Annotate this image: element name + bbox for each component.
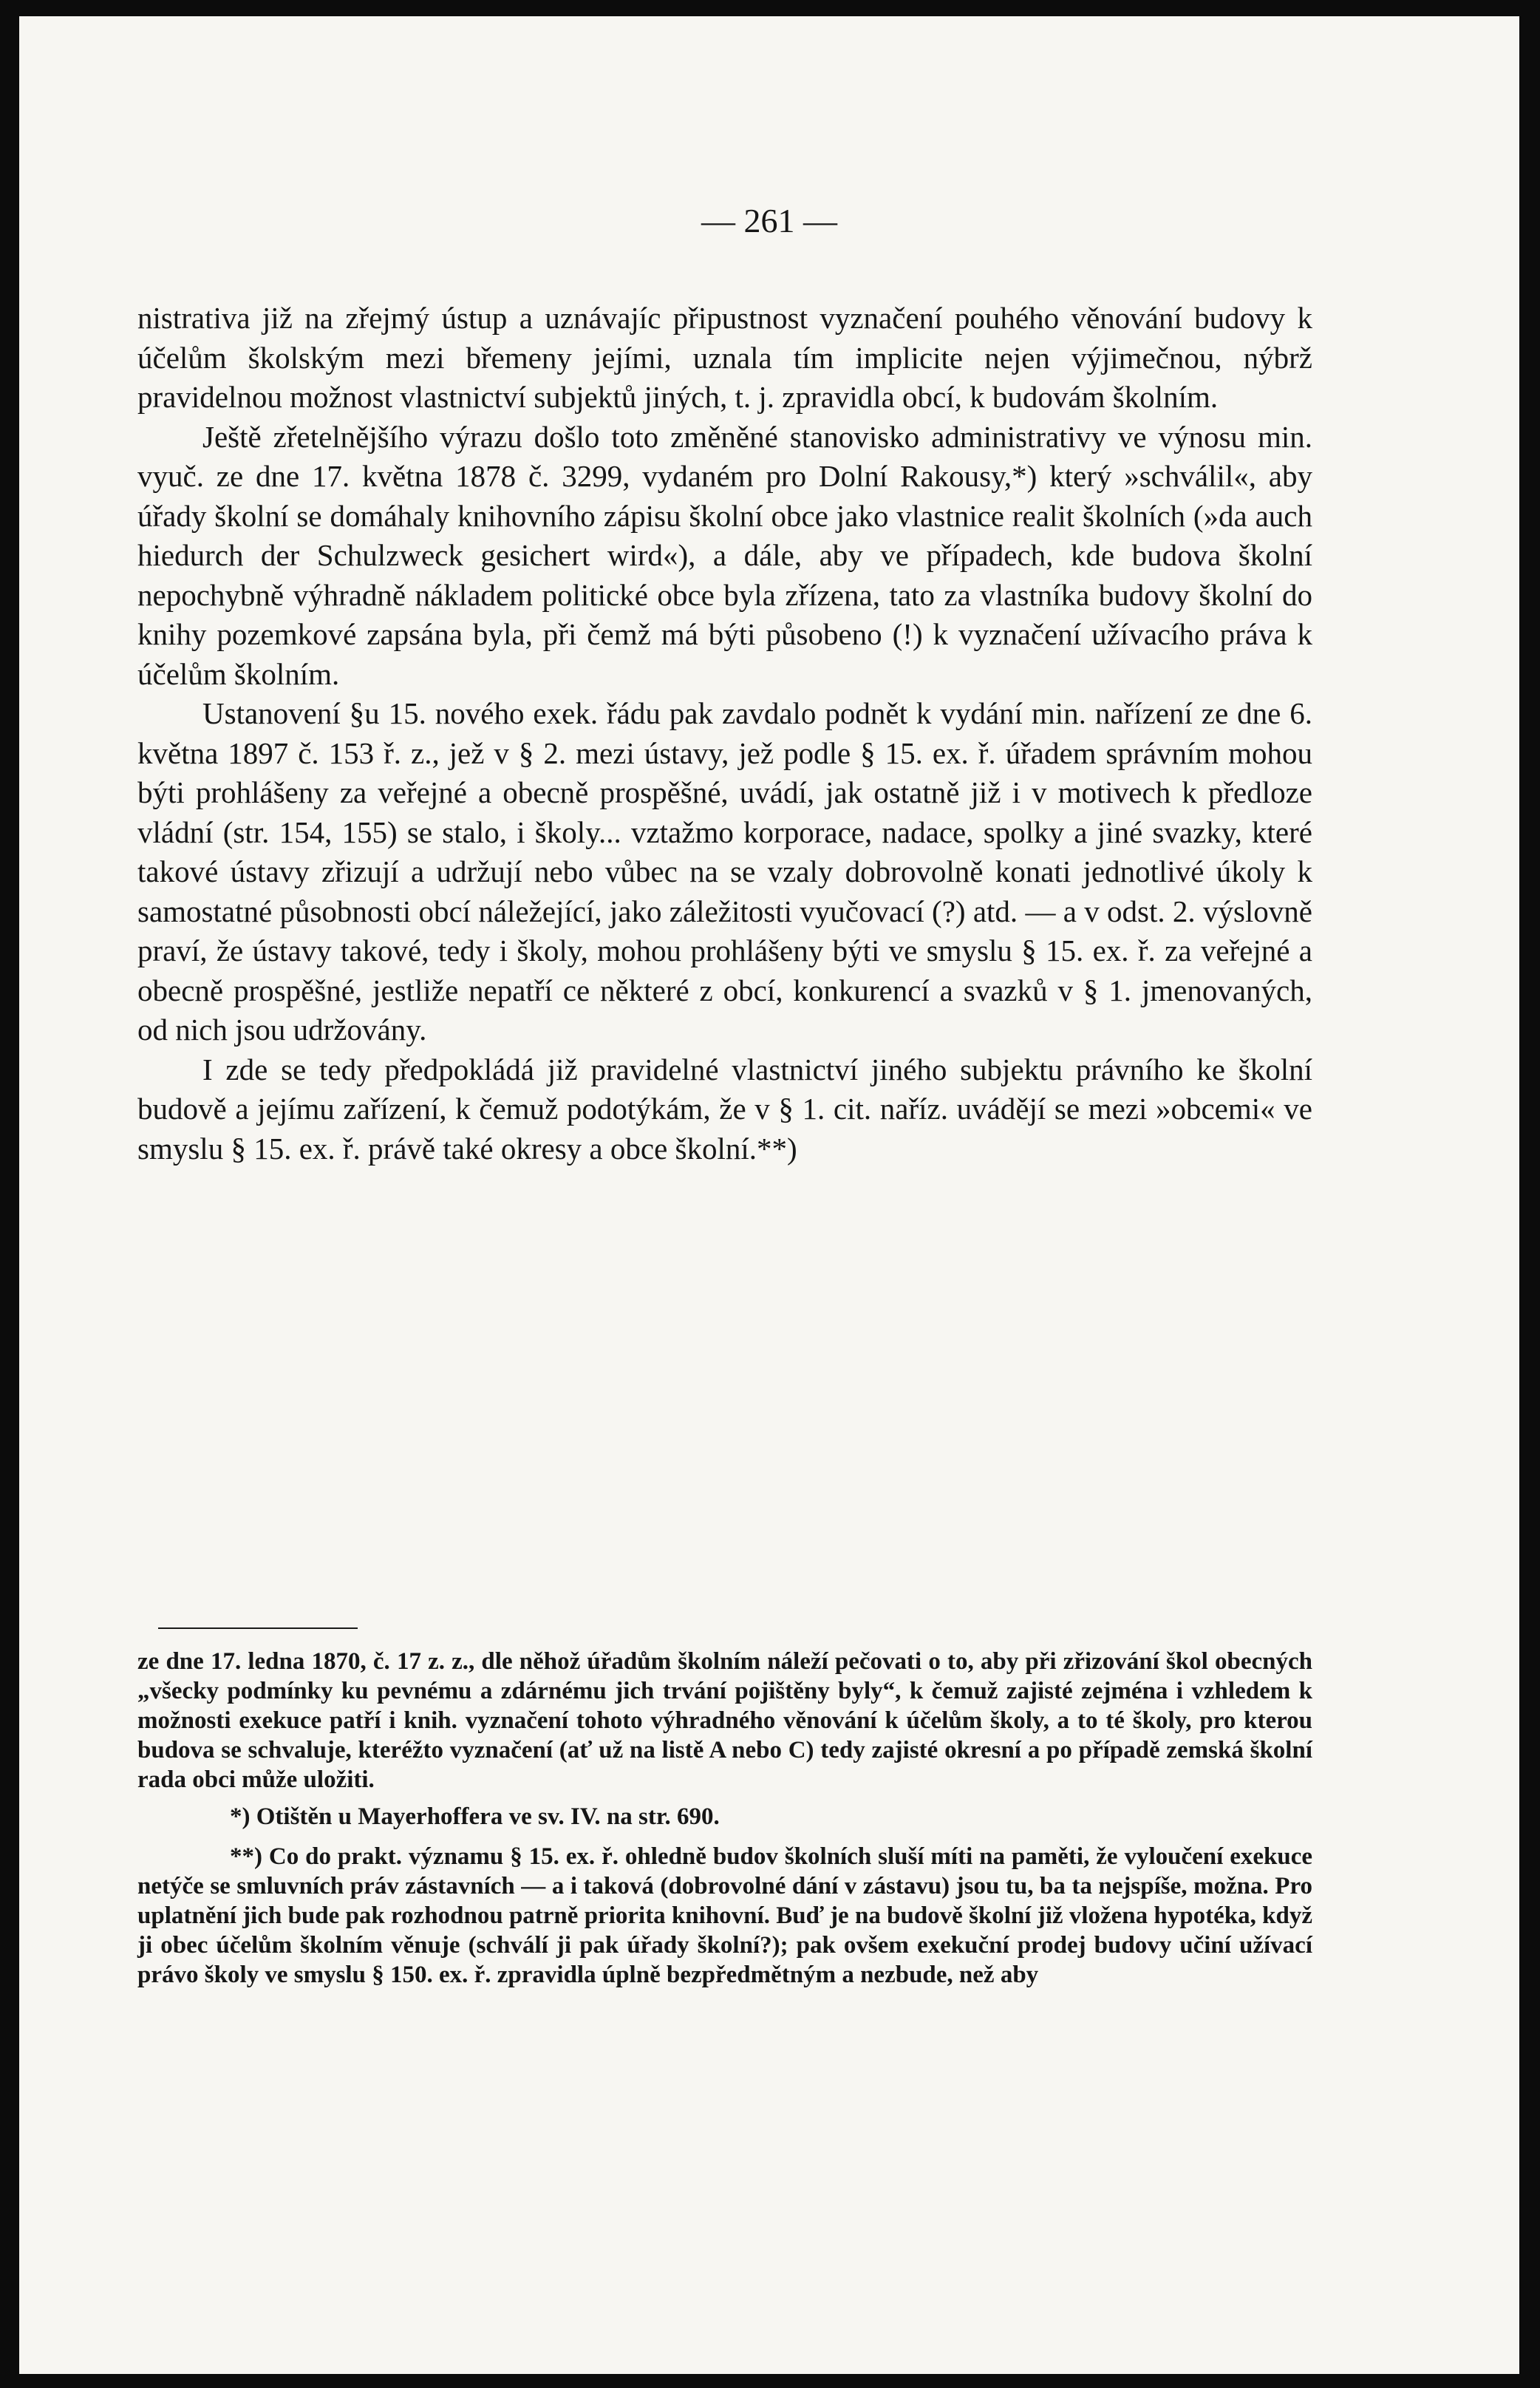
footnotes — [137, 1647, 1312, 1990]
paragraph-3: Ustanovení §u 15. nového exek. řádu pak zavdalo podnět k vydání min. nařízení ze dne 6. května 1897 č. 153 ř. z., jež v § 2. mezi ústavy, jež podle § 15. ex. ř. úřadem správním mohou býti prohlášeny za veřejné a obecně prospěšné, uvádí, jak ostatně již i v motivech k předloze vládní (str. 154, 155) se stalo, i školy... vztažmo korporace, nadace, spolky a jiné svazky, které takové ústavy zřizují a udržují nebo vůbec na se vzaly dobrovolně konati jednotlivé úkoly k samostatné působnosti obcí náležející, jako záležitosti vyučovací (?) atd. — a v odst. 2. výslovně praví, že ústavy takové, tedy i školy, mohou prohlášeny býti ve smyslu § 15. ex. ř. za veřejné a obecně prospěšné, jestliže nepatří ce některé z obcí, konkurencí a svazků v § 1. jmenovaných, od nich jsou udržovány. — [137, 696, 1312, 1047]
paragraph-1: nistrativa již na zřejmý ústup a uznávajíc připustnost vyznačení pouhého věnování budovy k účelům školským mezi břemeny jejími, uznala tím implicite nejen výjimečnou, nýbrž pravidelnou možnost vlastnictví subjektů jiných, t. j. zpravidla obcí, k budovám školním. — [137, 301, 1312, 414]
footnote-divider — [158, 1627, 358, 1629]
main-text — [137, 299, 1312, 1169]
footnote-2: **) Co do prakt. významu § 15. ex. ř. ohledně budov školních sluší míti na paměti, že vyloučení exekuce netýče se smluvních práv zástavních — a i taková (dobrovolné dání v zástavu) jsou tu, ba ta nejspíše, možna. Pro uplatnění jich bude pak rozhodnou patrně priorita knihovní. Buď je na budově školní již vložena hypotéka, když ji obec účelům školním věnuje (schválí ji pak úřady školní?); pak ovšem exekuční prodej budovy učiní užívací právo školy ve smyslu § 150. ex. ř. zpravidla úplně bezpředmětným a nezbude, než aby — [137, 1843, 1312, 1988]
footnote-continuation: ze dne 17. ledna 1870, č. 17 z. z., dle něhož úřadům školním náleží pečovati o to, aby při zřizování škol obecných „všecky podmínky ku pevnému a zdárnému jich trvání pojištěny byly“, k čemuž zajisté zejména i vzhledem k možnosti exekuce patří i knih. vyznačení tohoto výhradného věnování k účelům školy, a to té školy, pro kterou budova se schvaluje, kteréžto vyznačení (ať už na listě A nebo C) tedy zajisté okresní a po případě zemská školní rada obci může uložiti. — [137, 1648, 1312, 1793]
paragraph-4: I zde se tedy předpokládá již pravidelné vlastnictví jiného subjektu právního ke školní budově a jejímu zařízení, k čemuž podotýkám, že v § 1. cit. naříz. uvádějí se mezi »obcemi« ve smyslu § 15. ex. ř. právě také okresy a obce školní.**) — [137, 1052, 1312, 1166]
book-page — [19, 16, 1519, 2374]
paragraph-2: Ještě zřetelnějšího výrazu došlo toto změněné stanovisko administrativy ve výnosu min. vyuč. ze dne 17. května 1878 č. 3299, vydaném pro Dolní Rakousy,*) který »schválil«, aby úřady školní se domáhaly knihovního zápisu školní obce jako vlastnice realit školních (»da auch hiedurch der Schulzweck gesichert wird«), a dále, aby ve případech, kde budova školní nepochybně výhradně nákladem politické obce byla zřízena, tato za vlastníka budovy školní do knihy pozemkové zapsána byla, při čemž má býti působeno (!) k vyznačení užívacího práva k účelům školním. — [137, 419, 1312, 691]
page-number: — 261 — — [701, 202, 837, 239]
footnote-1: *) Otištěn u Mayerhoffera ve sv. IV. na str. 690. — [230, 1803, 720, 1830]
